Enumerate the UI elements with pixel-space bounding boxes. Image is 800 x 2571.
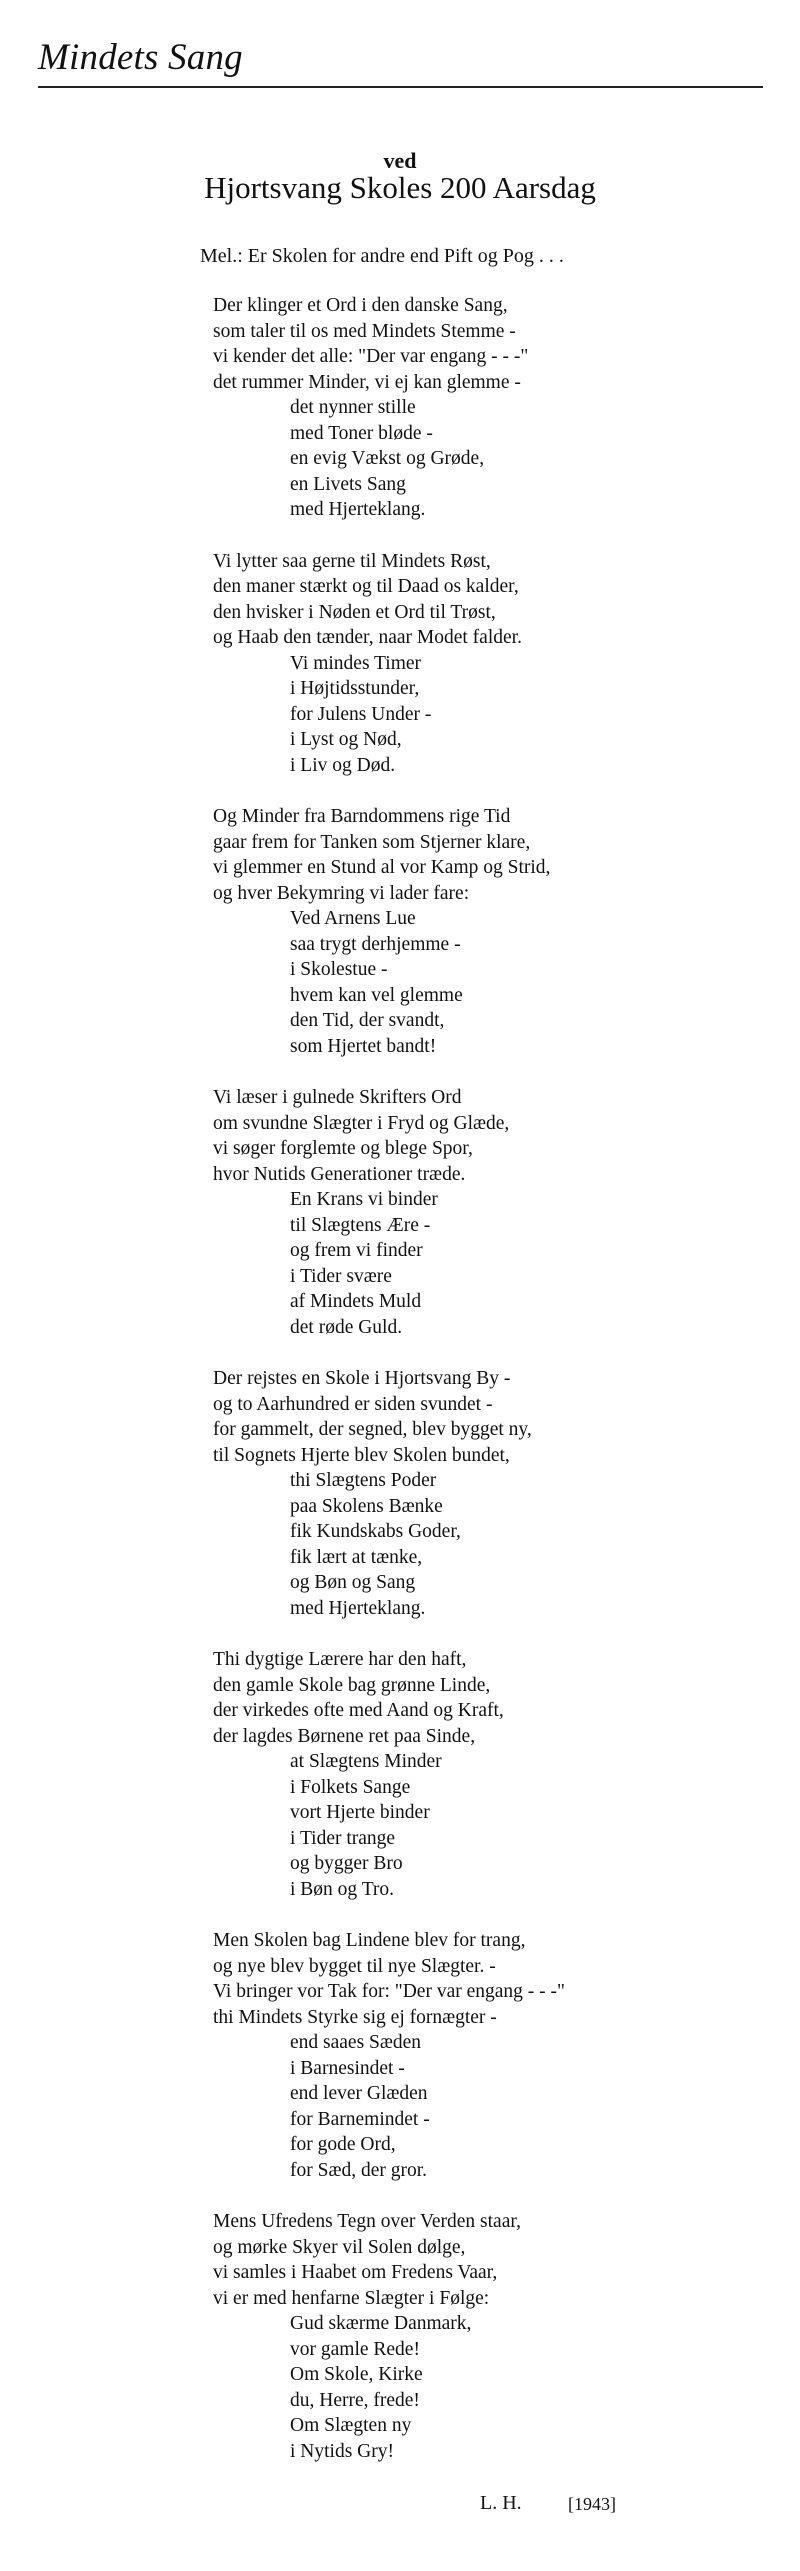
- verse-line: thi Mindets Styrke sig ej fornægter -: [213, 2006, 497, 2028]
- verse-line: til Sognets Hjerte blev Skolen bundet,: [213, 1444, 510, 1466]
- stanza: [213, 1647, 773, 1902]
- stanza: [213, 2209, 773, 2464]
- verse-line: som taler til os med Mindets Stemme -: [213, 320, 516, 342]
- stanza: [213, 804, 773, 1059]
- verse-line: Og Minder fra Barndommens rige Tid: [213, 806, 511, 827]
- refrain-line: i Tider svære: [290, 1265, 392, 1287]
- verse-line: om svundne Slægter i Fryd og Glæde,: [213, 1112, 510, 1134]
- refrain-line: i Højtidsstunder,: [290, 678, 420, 699]
- refrain-line: Ved Arnens Lue: [290, 908, 416, 929]
- refrain-line: i Folkets Sange: [290, 1776, 411, 1798]
- refrain-line: til Slægtens Ære -: [290, 1214, 431, 1236]
- verse-line: Vi lytter saa gerne til Mindets Røst,: [213, 550, 491, 572]
- refrain-line: thi Slægtens Poder: [290, 1470, 437, 1491]
- title-rule: [38, 86, 763, 88]
- refrain-line: Gud skærme Danmark,: [290, 2313, 472, 2334]
- refrain-line: paa Skolens Bænke: [290, 1495, 443, 1517]
- refrain-line: af Mindets Muld: [290, 1291, 422, 1312]
- refrain-line: det røde Guld.: [290, 1316, 403, 1338]
- refrain-line: i Lyst og Nød,: [290, 729, 402, 750]
- refrain-line: i Bøn og Tro.: [290, 1878, 395, 1900]
- author-signature: L. H.: [480, 2492, 522, 2514]
- verse-line: den gamle Skole bag grønne Linde,: [213, 1674, 491, 1696]
- verse-line: gaar frem for Tanken som Stjerner klare,: [213, 831, 531, 853]
- refrain-line: Om Skole, Kirke: [290, 2364, 423, 2385]
- refrain-line: for Julens Under -: [290, 703, 432, 725]
- verse-line: Der klinger et Ord i den danske Sang,: [213, 295, 508, 316]
- verse-line: for gammelt, der segned, blev bygget ny,: [213, 1419, 532, 1440]
- poem-body: [213, 293, 773, 2490]
- verse-line: Men Skolen bag Lindene blev for trang,: [213, 1930, 526, 1951]
- refrain-line: Om Slægten ny: [290, 2415, 412, 2436]
- refrain-line: end lever Glæden: [290, 2083, 428, 2104]
- verse-line: vi samles i Haabet om Fredens Vaar,: [213, 2262, 498, 2283]
- year-note: [1943]: [568, 2494, 616, 2514]
- verse-line: vi søger forglemte og blege Spor,: [213, 1138, 473, 1159]
- verse-line: og mørke Skyer vil Solen dølge,: [213, 2236, 466, 2258]
- refrain-line: det nynner stille: [290, 397, 416, 418]
- verse-line: der virkedes ofte med Aand og Kraft,: [213, 1700, 504, 1721]
- refrain-line: hvem kan vel glemme: [290, 984, 463, 1006]
- verse-line: og to Aarhundred er siden svundet -: [213, 1393, 493, 1415]
- refrain-line: som Hjertet bandt!: [290, 1035, 437, 1057]
- verse-line: Vi bringer vor Tak for: "Der var engang - - -": [213, 1981, 565, 2002]
- refrain-line: med Hjerteklang.: [290, 1597, 426, 1619]
- verse-line: hvor Nutids Generationer træde.: [213, 1163, 466, 1185]
- refrain-line: og bygger Bro: [290, 1853, 403, 1874]
- verse-line: og nye blev bygget til nye Slægter. -: [213, 1955, 496, 1977]
- refrain-line: en evig Vækst og Grøde,: [290, 448, 485, 469]
- verse-line: den maner stærkt og til Daad os kalder,: [213, 576, 519, 597]
- stanza: [213, 1366, 773, 1621]
- verse-line: Thi dygtige Lærere har den haft,: [213, 1649, 467, 1670]
- verse-line: Vi læser i gulnede Skrifters Ord: [213, 1087, 462, 1108]
- refrain-line: fik lært at tænke,: [290, 1546, 423, 1568]
- refrain-line: i Liv og Død.: [290, 754, 396, 776]
- refrain-line: for Sæd, der gror.: [290, 2159, 428, 2181]
- verse-line: Der rejstes en Skole i Hjortsvang By -: [213, 1368, 511, 1389]
- verse-line: vi glemmer en Stund al vor Kamp og Strid,: [213, 857, 551, 878]
- verse-line: Mens Ufredens Tegn over Verden staar,: [213, 2211, 521, 2232]
- refrain-line: Vi mindes Timer: [290, 652, 422, 674]
- refrain-line: en Livets Sang: [290, 473, 406, 495]
- refrain-line: du, Herre, frede!: [290, 2389, 420, 2411]
- verse-line: den hvisker i Nøden et Ord til Trøst,: [213, 601, 496, 623]
- refrain-line: med Hjerteklang.: [290, 499, 426, 520]
- refrain-line: og Bøn og Sang: [290, 1572, 416, 1593]
- stanza: [213, 1085, 773, 1340]
- refrain-line: fik Kundskabs Goder,: [290, 1521, 461, 1542]
- refrain-line: for Barnemindet -: [290, 2108, 430, 2130]
- refrain-line: end saaes Sæden: [290, 2032, 422, 2053]
- verse-line: vi kender det alle: "Der var engang - - -": [213, 346, 529, 367]
- refrain-line: den Tid, der svandt,: [290, 1010, 445, 1031]
- subtitle-ved: ved: [383, 148, 417, 173]
- poem-heading: Hjortsvang Skoles 200 Aarsdag: [204, 170, 596, 205]
- refrain-line: i Barnesindet -: [290, 2057, 405, 2079]
- verse-line: og Haab den tænder, naar Modet falder.: [213, 627, 522, 648]
- refrain-line: at Slægtens Minder: [290, 1751, 442, 1772]
- stanza: [213, 293, 773, 523]
- verse-line: vi er med henfarne Slægter i Følge:: [213, 2287, 490, 2309]
- page-title: Mindets Sang: [38, 37, 243, 78]
- stanza: [213, 1928, 773, 2183]
- refrain-line: saa trygt derhjemme -: [290, 933, 461, 955]
- refrain-line: i Nytids Gry!: [290, 2440, 394, 2462]
- refrain-line: med Toner bløde -: [290, 422, 433, 444]
- refrain-line: for gode Ord,: [290, 2134, 396, 2155]
- melody-note: Mel.: Er Skolen for andre end Pift og Pog . . .: [200, 245, 564, 267]
- verse-line: det rummer Minder, vi ej kan glemme -: [213, 371, 521, 393]
- refrain-line: En Krans vi binder: [290, 1189, 438, 1210]
- verse-line: der lagdes Børnene ret paa Sinde,: [213, 1725, 476, 1747]
- stanza: [213, 549, 773, 779]
- refrain-line: i Skolestue -: [290, 959, 388, 980]
- verse-line: og hver Bekymring vi lader fare:: [213, 882, 470, 904]
- refrain-line: og frem vi finder: [290, 1240, 423, 1261]
- refrain-line: i Tider trange: [290, 1827, 396, 1849]
- refrain-line: vort Hjerte binder: [290, 1802, 430, 1823]
- refrain-line: vor gamle Rede!: [290, 2338, 420, 2360]
